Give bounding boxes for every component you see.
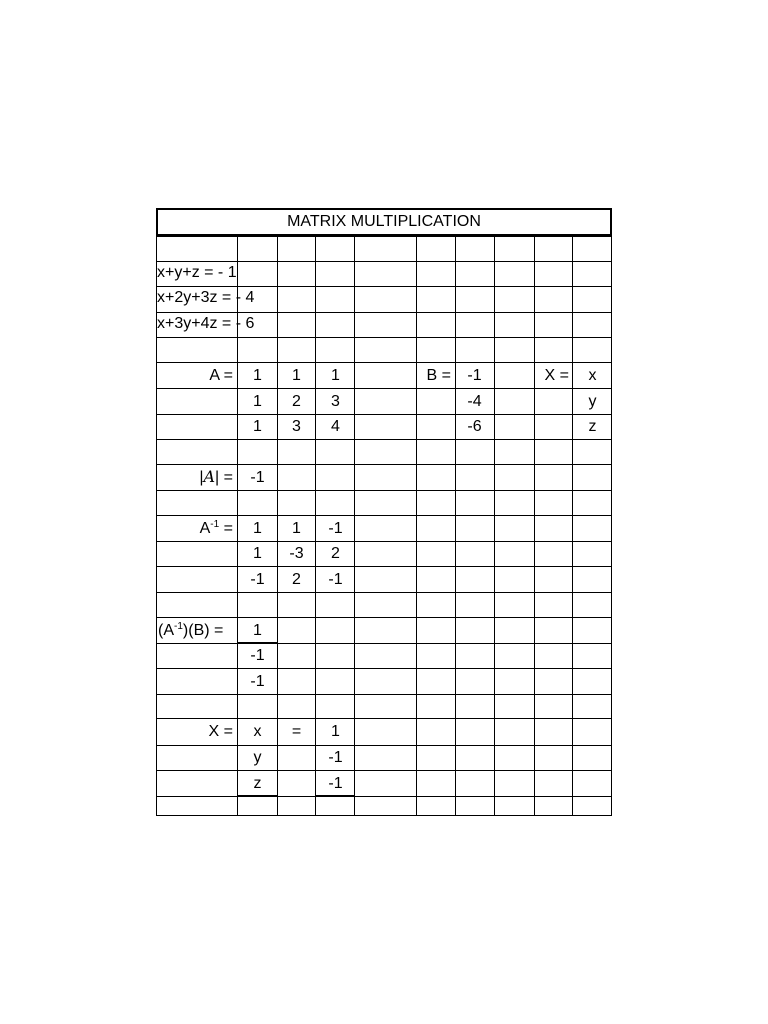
grid-row-line (156, 236, 612, 237)
matrix-a-cell: 1 (331, 367, 340, 384)
matrix-a-cell: 2 (292, 393, 301, 410)
grid-row-line (156, 312, 612, 313)
determinant-symbol: A (203, 467, 216, 486)
grid-col-line (416, 236, 417, 816)
product-label-sup: -1 (174, 621, 183, 632)
grid-row-line (156, 643, 612, 644)
grid-row-line (156, 388, 612, 389)
matrix-x-cell: y (588, 393, 597, 410)
grid-row-line (156, 566, 612, 567)
grid-row-line (156, 745, 612, 746)
determinant-bar-left: | (199, 469, 204, 486)
solution-value: -1 (328, 775, 343, 792)
equation-3: x+3y+4z = - 6 (157, 315, 255, 332)
grid-row-line (156, 541, 612, 542)
grid-row-line (156, 515, 612, 516)
inverse-cell: -1 (328, 571, 343, 588)
matrix-a-cell: 3 (331, 393, 340, 410)
solution-value: 1 (331, 723, 340, 740)
inverse-cell: 1 (253, 545, 262, 562)
inverse-cell: -3 (289, 545, 304, 562)
matrix-b-cell: -1 (467, 367, 482, 384)
matrix-a-cell: 4 (331, 418, 340, 435)
grid-row-line (156, 770, 612, 771)
matrix-a-cell: 1 (292, 367, 301, 384)
determinant-bar-right: | = (215, 469, 233, 486)
grid-row-line (156, 261, 612, 262)
matrix-a-cell: 3 (292, 418, 301, 435)
product-label-b: )(B) = (182, 622, 224, 639)
grid-row-line (156, 592, 612, 593)
grid-row-line (156, 796, 612, 797)
spreadsheet (156, 208, 612, 816)
inverse-cell: 2 (331, 545, 340, 562)
grid-row-line (156, 337, 612, 338)
grid-row-line (156, 694, 612, 695)
solution-label: X = (208, 723, 233, 740)
product-cell: -1 (250, 673, 265, 690)
inverse-label-sup: -1 (210, 519, 220, 530)
product-cell: -1 (250, 647, 265, 664)
product-label (158, 623, 223, 639)
product-cell: 1 (253, 622, 262, 639)
solution-value: -1 (328, 749, 343, 766)
product-label-a: (A (158, 622, 174, 639)
grid-row-line (156, 414, 612, 415)
matrix-a-cell: 1 (253, 393, 262, 410)
grid-row-line (156, 286, 612, 287)
sheet-title: MATRIX MULTIPLICATION (287, 213, 481, 230)
grid-row-line (156, 718, 612, 719)
grid-row-line (156, 490, 612, 491)
grid-col-line (611, 208, 612, 816)
matrix-b-cell: -6 (467, 418, 482, 435)
matrix-b-cell: -4 (467, 393, 482, 410)
inverse-cell: -1 (328, 520, 343, 537)
determinant-value: -1 (250, 469, 265, 486)
grid-col-line (534, 236, 535, 816)
inverse-cell: 1 (253, 520, 262, 537)
matrix-b-label: B = (426, 367, 451, 384)
grid-row-line (156, 815, 612, 816)
matrix-x-cell: z (588, 418, 597, 435)
inverse-label-base: A (199, 520, 211, 537)
inverse-label (156, 521, 233, 537)
grid-row-line (156, 362, 612, 363)
equation-1: x+y+z = - 1 (157, 264, 237, 281)
inverse-cell: 2 (292, 571, 301, 588)
inverse-label-eq: = (219, 520, 233, 537)
grid-row-line (156, 439, 612, 440)
inverse-cell: 1 (292, 520, 301, 537)
matrix-a-cell: 1 (253, 367, 262, 384)
grid-col-line (455, 236, 456, 816)
grid-row-line (156, 464, 612, 465)
matrix-a-label: A = (209, 367, 233, 384)
matrix-x-label: X = (544, 367, 569, 384)
matrix-x-cell: x (588, 367, 597, 384)
solution-var: x (253, 723, 262, 740)
grid-col-line (494, 236, 495, 816)
grid-row-line (156, 668, 612, 669)
grid-row-line (156, 617, 612, 618)
solution-var: y (253, 749, 262, 766)
solution-var: z (253, 775, 262, 792)
matrix-a-cell: 1 (253, 418, 262, 435)
equation-2: x+2y+3z = - 4 (157, 289, 255, 306)
determinant-label (156, 469, 233, 486)
grid-col-line (572, 236, 573, 816)
solution-equals: = (291, 723, 302, 740)
inverse-cell: -1 (250, 571, 265, 588)
